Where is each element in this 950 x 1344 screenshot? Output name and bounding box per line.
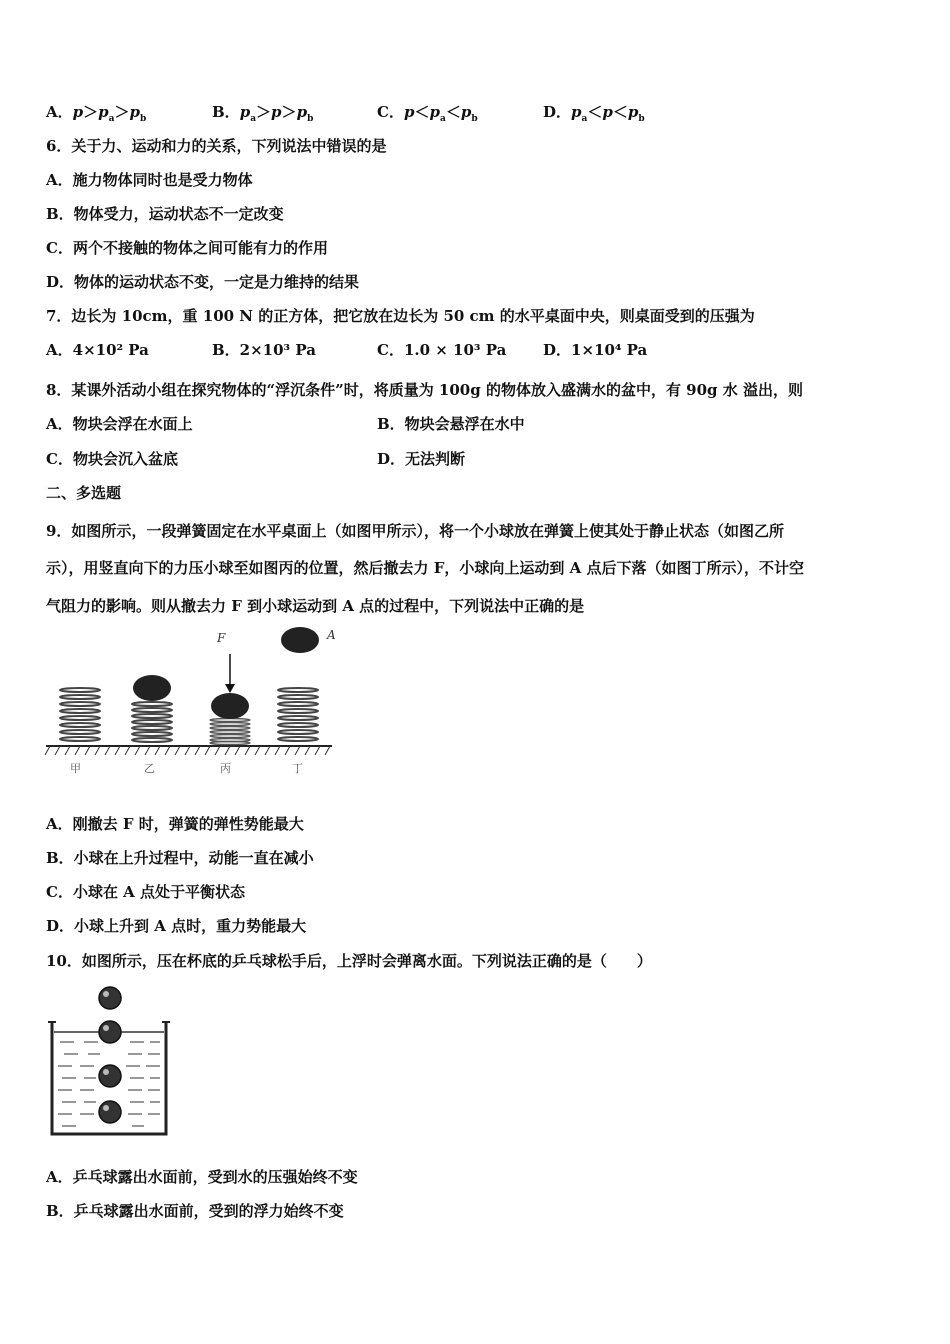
q9-option-b: B．小球在上升过程中，动能一直在减小: [46, 849, 314, 867]
q5-option-c: C．$p<p_a<p_b$: [377, 103, 478, 124]
force-arrowhead: [225, 684, 235, 693]
q10-option-a: A．乒乓球露出水面前，受到水的压强始终不变: [46, 1168, 358, 1186]
q7-stem: 7．边长为 10cm，重 100 N 的正方体，把它放在边长为 50 cm 的水平桌面中央，则桌面受到的压强为: [46, 307, 755, 325]
q6-option-d: D．物体的运动状态不变，一定是力维持的结果: [46, 273, 360, 291]
q5-option-b: B．$p_a>p>p_b$: [212, 103, 314, 124]
cup-figure: [44, 982, 174, 1144]
q8-option-b: B．物块会悬浮在水中: [377, 415, 525, 433]
spring-figure: [40, 622, 350, 780]
q5-option-a: A．$p>p_a>p_b$: [46, 103, 147, 124]
ball-bing: [211, 693, 249, 719]
q9-stem-line-1: 9．如图所示，一段弹簧固定在水平桌面上（如图甲所示），将一个小球放在弹簧上使其处于静止状态（如图乙所: [46, 522, 784, 540]
q6-option-a: A．施力物体同时也是受力物体: [46, 171, 253, 189]
panel-label-yi: 乙: [144, 762, 155, 775]
q8-stem: 8．某课外活动小组在探究物体的“浮沉条件”时，将质量为 100g 的物体放入盛满水的盆中，有 90g 水 溢出，则: [46, 381, 803, 399]
ball-yi: [133, 675, 171, 701]
panel-label-ding: 丁: [292, 762, 303, 775]
q9-option-d: D．小球上升到 A 点时，重力势能最大: [46, 917, 307, 935]
q9-option-c: C．小球在 A 点处于平衡状态: [46, 883, 246, 901]
spring-jia: [60, 688, 100, 741]
ping-pong-balls: [99, 987, 121, 1123]
q7-option-d: D．1×10⁴ Pa: [543, 341, 648, 359]
q9-stem-line-3: 气阻力的影响。则从撤去力 F 到小球运动到 A 点的过程中，下列说法中正确的是: [46, 597, 585, 615]
spring-yi: [132, 702, 172, 742]
q7-option-c: C．1.0 × 10³ Pa: [377, 341, 507, 359]
q8-option-c: C．物块会沉入盆底: [46, 450, 178, 468]
q10-stem: 10．如图所示，压在杯底的乒乓球松手后，上浮时会弹离水面。下列说法正确的是（ ）: [46, 952, 652, 970]
q8-option-a: A．物块会浮在水面上: [46, 415, 193, 433]
q10-option-b: B．乒乓球露出水面前，受到的浮力始终不变: [46, 1202, 344, 1220]
section-heading: 二、多选题: [46, 484, 122, 502]
q6-option-c: C．两个不接触的物体之间可能有力的作用: [46, 239, 328, 257]
q9-option-a: A．刚撤去 F 时，弹簧的弹性势能最大: [46, 815, 304, 833]
q8-option-d: D．无法判断: [377, 450, 466, 468]
q6-stem: 6．关于力、运动和力的关系，下列说法中错误的是: [46, 137, 387, 155]
q5-option-d: D．$p_a<p<p_b$: [543, 103, 645, 124]
point-a-label: A: [327, 628, 336, 642]
q9-stem-line-2: 示），用竖直向下的力压小球至如图丙的位置，然后撤去力 F，小球向上运动到 A 点后下落（如图丁所示），不计空: [46, 559, 804, 577]
force-label: F: [217, 631, 226, 645]
q7-option-b: B．2×10³ Pa: [212, 341, 316, 359]
panel-label-bing: 丙: [220, 762, 231, 775]
ball-at-a: [281, 627, 319, 653]
spring-bing: [210, 719, 250, 745]
q7-option-a: A．4×10² Pa: [46, 341, 149, 359]
q6-option-b: B．物体受力，运动状态不一定改变: [46, 205, 284, 223]
spring-ding: [278, 688, 318, 741]
panel-label-jia: 甲: [70, 762, 81, 775]
